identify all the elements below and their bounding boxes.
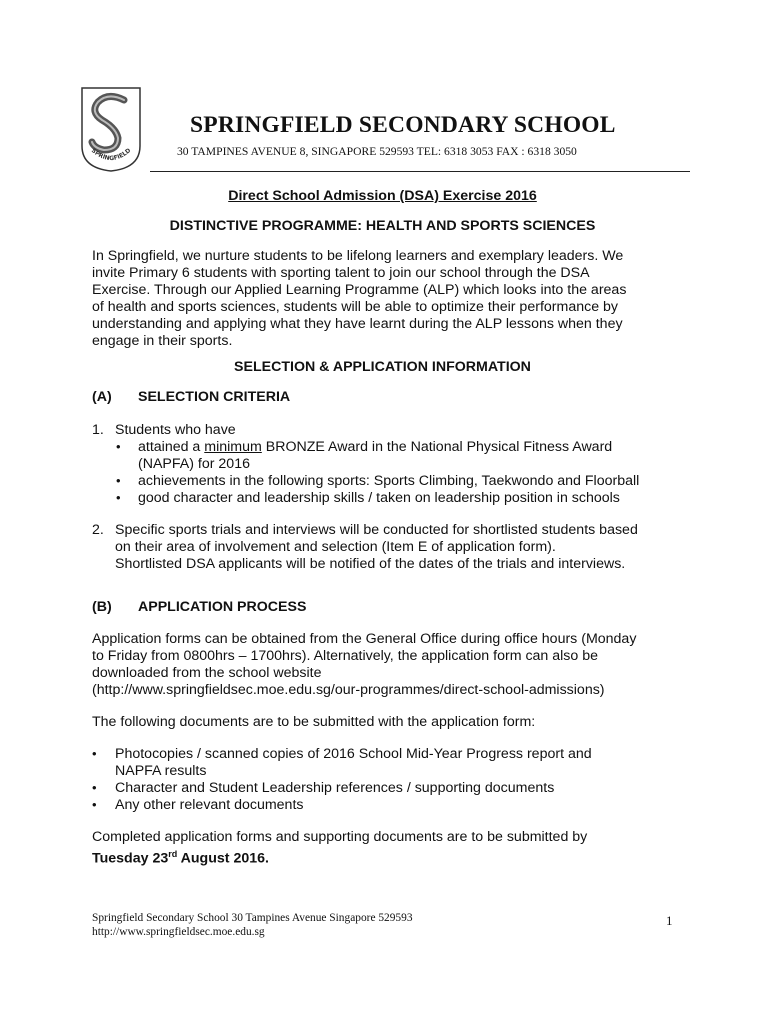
section-a-title: SELECTION CRITERIA xyxy=(138,389,291,405)
intro-paragraph xyxy=(92,248,673,350)
documents-intro: The following documents are to be submitted with the application form: xyxy=(92,714,536,730)
item-2-line: Shortlisted DSA applicants will be notified of the dates of the trials and interviews. xyxy=(115,556,626,572)
section-b-title: APPLICATION PROCESS xyxy=(138,599,307,615)
doc-title: Direct School Admission (DSA) Exercise 2016 xyxy=(228,188,537,204)
doc-item-references: Character and Student Leadership references / supporting documents xyxy=(115,780,555,796)
section-heading: SELECTION & APPLICATION INFORMATION xyxy=(234,359,531,375)
school-name: SPRINGFIELD SECONDARY SCHOOL xyxy=(190,112,616,138)
section-a-label: (A) xyxy=(92,389,112,405)
intro-line: understanding and applying what they have learnt during the ALP lessons when they xyxy=(92,316,623,332)
item-2-line: Specific sports trials and interviews will be conducted for shortlisted students based xyxy=(115,522,638,538)
application-line: downloaded from the school website xyxy=(92,665,322,681)
criteria-napfa: attained a minimum BRONZE Award in the National Physical Fitness Award xyxy=(138,439,613,455)
intro-line: invite Primary 6 students with sporting talent to join our school through the DSA xyxy=(92,265,590,281)
intro-line: In Springfield, we nurture students to be lifelong learners and exemplary leaders. We xyxy=(92,248,624,264)
item-1-number: 1. xyxy=(92,422,104,438)
intro-line: of health and sports sciences, students will be able to optimize their performance by xyxy=(92,299,619,315)
logo-text: SPRINGFIELD xyxy=(89,147,133,163)
doc-subtitle: DISTINCTIVE PROGRAMME: HEALTH AND SPORTS SCIENCES xyxy=(169,218,596,234)
intro-line: engage in their sports. xyxy=(92,333,233,349)
footer xyxy=(92,911,413,939)
footer-address: Springfield Secondary School 30 Tampines Avenue Singapore 529593 xyxy=(92,912,413,924)
deadline: Tuesday 23rd August 2016. xyxy=(92,849,269,867)
bullet-icon: • xyxy=(116,490,121,505)
footer-website: http://www.springfieldsec.moe.edu.sg xyxy=(92,926,265,938)
bullet-icon: • xyxy=(116,473,121,488)
header-divider xyxy=(150,171,690,172)
closing-line: Completed application forms and supporting documents are to be submitted by xyxy=(92,829,588,845)
doc-item-line: Photocopies / scanned copies of 2016 School Mid-Year Progress report and xyxy=(115,746,592,762)
bullet-icon: • xyxy=(92,797,97,812)
doc-item-line: NAPFA results xyxy=(115,763,207,779)
criteria-sports: achievements in the following sports: Sports Climbing, Taekwondo and Floorball xyxy=(138,473,640,489)
doc-item-other: Any other relevant documents xyxy=(115,797,304,813)
application-line: to Friday from 0800hrs – 1700hrs). Alternatively, the application form can also be xyxy=(92,648,599,664)
bullet-icon: • xyxy=(116,439,121,454)
application-paragraph xyxy=(92,631,673,699)
criteria-character: good character and leadership skills / taken on leadership position in schools xyxy=(138,490,620,506)
item-1-text: Students who have xyxy=(115,422,236,438)
item-2-line: on their area of involvement and selection (Item E of application form). xyxy=(115,539,556,555)
bullet-icon: • xyxy=(92,746,97,761)
page-number: 1 xyxy=(666,913,673,928)
item-2-number: 2. xyxy=(92,522,104,538)
criteria-napfa-cont: (NAPFA) for 2016 xyxy=(138,456,250,472)
item-2-text xyxy=(115,522,673,573)
doc-item-reports xyxy=(115,746,673,780)
application-line: Application forms can be obtained from the General Office during office hours (Monday xyxy=(92,631,637,647)
school-address: 30 TAMPINES AVENUE 8, SINGAPORE 529593 TEL: 6318 3053 FAX : 6318 3050 xyxy=(177,145,577,158)
school-logo xyxy=(80,86,142,172)
closing-paragraph xyxy=(92,829,673,868)
intro-line: Exercise. Through our Applied Learning Programme (ALP) which looks into the areas xyxy=(92,282,627,298)
bullet-icon: • xyxy=(92,780,97,795)
section-b-label: (B) xyxy=(92,599,112,615)
application-url: (http://www.springfieldsec.moe.edu.sg/our-programmes/direct-school-admissions) xyxy=(92,682,605,698)
